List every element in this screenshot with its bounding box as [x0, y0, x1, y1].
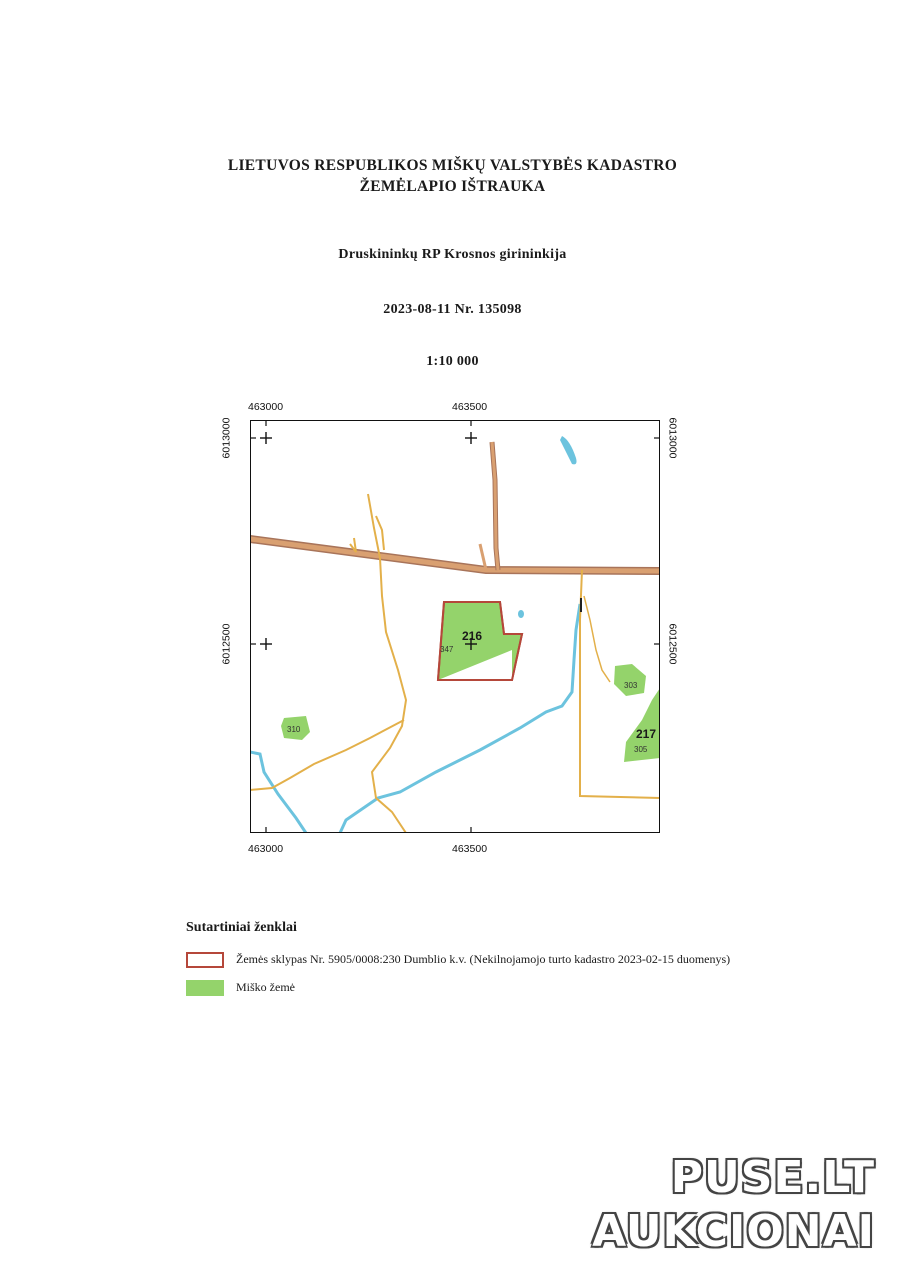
label-217: 217	[636, 727, 657, 741]
x-coord-bottom-463000: 463000	[248, 843, 284, 855]
x-coord-top-463500: 463500	[452, 401, 488, 413]
y-coord-right-6013000: 6013000	[666, 417, 679, 459]
pond-small	[518, 610, 524, 618]
date-and-number: 2023-08-11 Nr. 135098	[383, 302, 522, 317]
legend-title: Sutartiniai ženklai	[186, 920, 297, 935]
cadastre-map	[250, 420, 660, 833]
watermark-line2: AUKCIONAI	[592, 1206, 875, 1257]
y-coord-left-6012500: 6012500	[220, 623, 233, 665]
forestry-district: Druskininkų RP Krosnos girininkija	[338, 247, 567, 262]
document-title-line2: ŽEMĖLAPIO IŠTRAUKA	[359, 178, 546, 195]
legend-item-forest	[186, 980, 295, 996]
label-347: 347	[440, 645, 454, 654]
legend-parcel-label: Žemės sklypas Nr. 5905/0008:230 Dumblio k.v. (Nekilnojamojo turto kadastro 2023-02-15 duomenys)	[236, 952, 731, 966]
watermark-line1: PUSE.LT	[670, 1152, 875, 1203]
map-scale: 1:10 000	[426, 354, 479, 369]
x-coord-top-463000: 463000	[248, 401, 284, 413]
parcel-swatch	[186, 952, 224, 968]
legend-forest-label: Miško žemė	[236, 980, 295, 994]
y-coord-right-6012500: 6012500	[666, 623, 679, 665]
label-310: 310	[287, 725, 301, 734]
label-216: 216	[462, 629, 483, 643]
label-303: 303	[624, 681, 638, 690]
forest-swatch	[186, 980, 224, 996]
legend-item-parcel	[186, 952, 730, 968]
y-coord-left-6013000: 6013000	[220, 417, 233, 459]
x-coord-bottom-463500: 463500	[452, 843, 488, 855]
document-title-line1: LIETUVOS RESPUBLIKOS MIŠKŲ VALSTYBĖS KADASTRO	[227, 157, 678, 174]
label-305: 305	[634, 745, 648, 754]
